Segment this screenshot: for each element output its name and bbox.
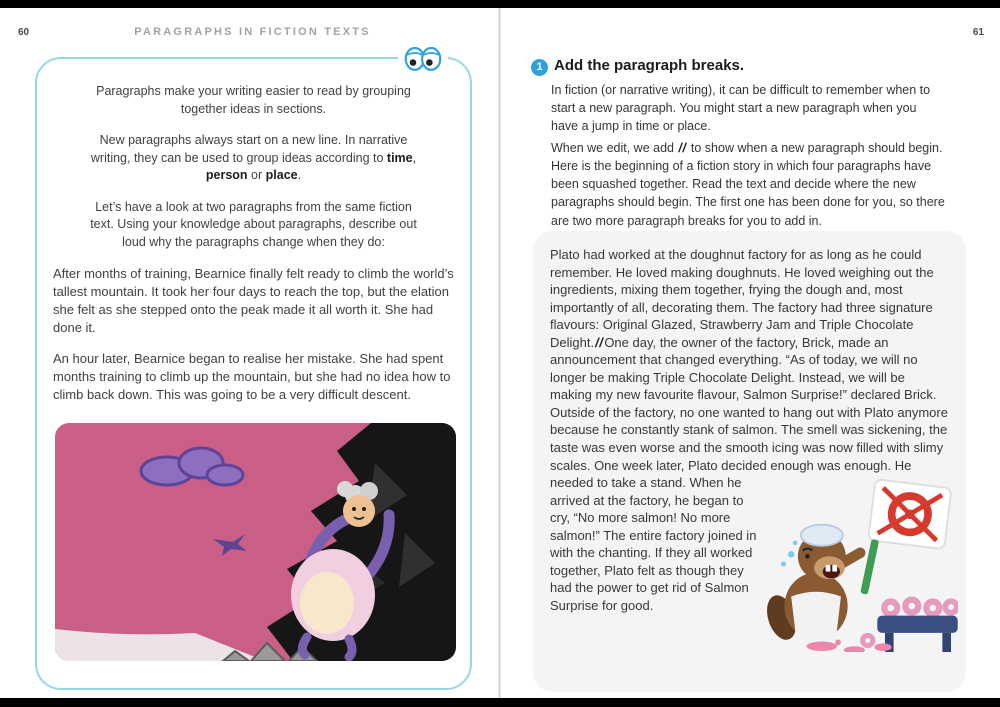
keyword-time: time — [386, 150, 413, 165]
story-break-mark: // — [595, 334, 604, 350]
bearnice-cliff-illustration — [55, 423, 456, 661]
story-part-b: One day, the owner of the factory, Brick, made an announcement that changed everything. “As of today, we will no longer be making Triple Chocolate Delight. Instead, we will be making my new favourite flavour, Salmon Surprise!” declared Brick. Outside of the factory, no one wanted to hang out with Plato anymore because he constantly stank of salmon. The smell was sickening, the taste was even worse and the smooth icing was now filled with slimy scales. One week later, Plato decided — [550, 334, 948, 473]
keyword-place: place — [265, 168, 298, 182]
lesson-box — [35, 57, 472, 690]
left-page-number: 60 — [18, 27, 30, 38]
intro-p2-sep2: or — [247, 168, 266, 182]
lesson-intro — [86, 83, 422, 251]
instruction-p2-post: to show when a new paragraph should begin. Here is the beginning of a fiction story in which four paragraphs have been squashed together. Read the text and decide where the new paragraphs should begin. The first one has been done for you, so there are two more paragraph breaks for you to add in. — [551, 141, 945, 228]
intro-p2-sep1: , — [412, 150, 417, 165]
example-paragraph-2: An hour later, Bearnice began to realise her mistake. She had spent months training to climb up the mountain, but she had no idea how to climb back down. This was going to be a very difficult descent. — [53, 350, 451, 402]
example-paragraphs — [53, 265, 454, 404]
keyword-person: person — [205, 168, 248, 182]
beaver-protest-illustration — [766, 474, 958, 652]
page-fold — [498, 8, 501, 698]
bottom-edge-bar — [0, 698, 1000, 707]
intro-p2-end: . — [297, 168, 302, 182]
instruction-paragraph-1: In fiction (or narrative writing), it can be difficult to remember when to start a new paragraph. You might start a new paragraph when you have a jump in time or place. — [551, 83, 931, 134]
instruction-p2-pre: When we edit, we add — [551, 141, 678, 155]
intro-p2-text: New paragraphs always start on a new line. In narrative writing, they can be used to group ideas according to — [90, 133, 408, 165]
exercise-number-badge: 1 — [531, 59, 548, 76]
instruction-paragraph-2 — [551, 139, 945, 230]
intro-paragraph-1: Paragraphs make your writing easier to read by grouping together ideas in sections. — [96, 84, 411, 116]
intro-paragraph-3: Let’s have a look at two paragraphs from the same fiction text. Using your knowledge about paragraphs, describe out loud why the paragraphs change when they do: — [90, 199, 417, 249]
story-text — [550, 246, 949, 614]
right-page-number: 61 — [972, 27, 984, 38]
story-panel — [533, 231, 966, 692]
example-paragraph-1: After months of training, Bearnice finally felt ready to climb the world’s tallest mountain. It took her four days to reach the top, but the elation she felt as she stepped onto the peak made it all worth it. She had done it. — [53, 266, 454, 335]
top-edge-bar — [0, 0, 1000, 8]
intro-paragraph-2 — [86, 132, 422, 185]
exercise-title: Add the paragraph breaks. — [554, 57, 745, 74]
story-part-a: Plato had worked at the doughnut factory for as long as he could remember. He loved making doughnuts. He loved weighing out the ingredients, mixing them together, frying the dough and, most importantly of all, decorating them. The factory had three signature flavours: Original Glazed, Strawberry Jam and Triple Chocolate Delight. — [550, 247, 934, 350]
running-header-title: PARAGRAPHS IN FICTION TEXTS — [134, 26, 371, 38]
eyes-icon — [398, 45, 448, 71]
story-part-c: enough was enough. He needed to take a stand. When he arrived at the factory, he began to cry, “No more salmon! No more salmon!” The entire factory joined in with the chanting. If they all worked together, Plato felt as though they had the power to get rid of Salmon Surprise for good. — [550, 457, 912, 613]
paragraph-break-mark: // — [678, 141, 687, 155]
